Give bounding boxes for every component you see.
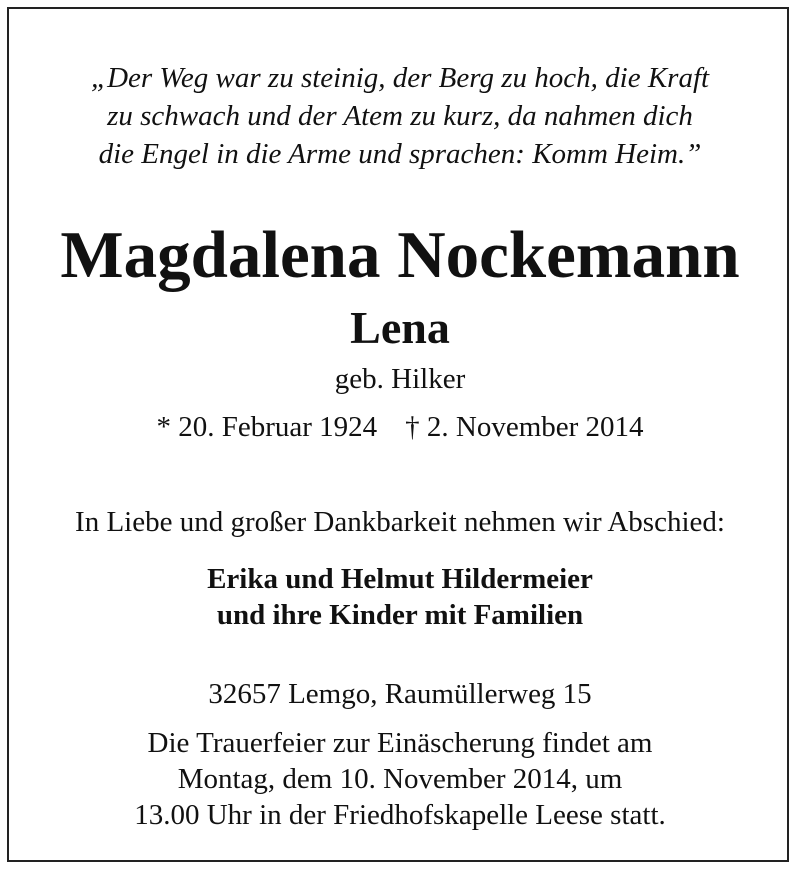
quote-line: zu schwach und der Atem zu kurz, da nahmen dich: [107, 100, 693, 132]
service-line: 13.00 Uhr in der Friedhofskapelle Leese statt.: [134, 799, 666, 831]
service-line: Die Trauerfeier zur Einäscherung findet am: [147, 727, 653, 759]
birth-date: * 20. Februar 1924: [156, 411, 378, 443]
maiden-name: geb. Hilker: [334, 363, 466, 395]
mourner-line: und ihre Kinder mit Familien: [216, 599, 584, 631]
deceased-name: Magdalena Nockemann: [60, 218, 740, 292]
mourner-line: Erika und Helmut Hildermeier: [207, 563, 593, 595]
farewell-text: In Liebe und großer Dankbarkeit nehmen wir Abschied:: [75, 506, 725, 538]
life-dates: [9, 409, 791, 445]
address: 32657 Lemgo, Raumüllerweg 15: [208, 678, 592, 710]
quote-line: „Der Weg war zu steinig, der Berg zu hoch, die Kraft: [90, 62, 710, 94]
service-line: Montag, dem 10. November 2014, um: [177, 763, 623, 795]
deceased-nickname: Lena: [350, 302, 450, 353]
death-date: † 2. November 2014: [405, 411, 644, 443]
quote-line: die Engel in die Arme und sprachen: Komm Heim.”: [98, 138, 702, 170]
obituary-notice: [9, 9, 791, 864]
